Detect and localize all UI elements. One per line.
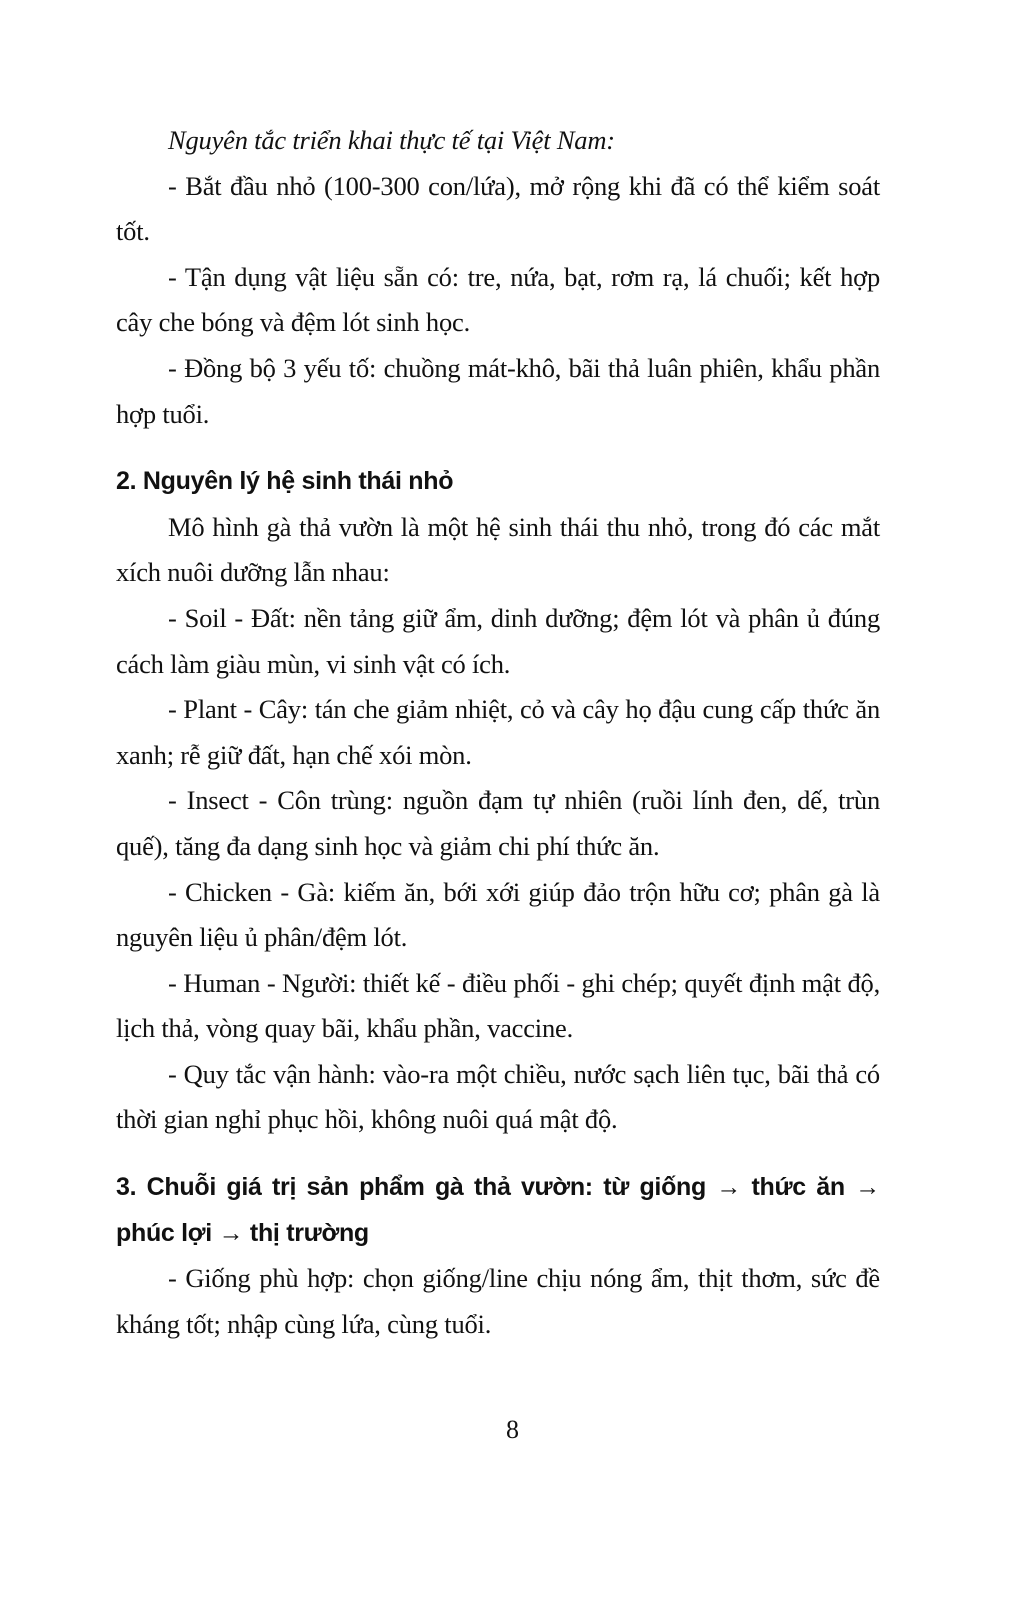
page-body [116,118,880,1347]
page-number: 8 [506,1415,519,1444]
section-heading-value-chain: 3. Chuỗi giá trị sản phẩm gà thả vườn: từ giống → thức ăn → phúc lợi → thị trường [116,1173,880,1247]
subtitle-practical-principles: Nguyên tắc triển khai thực tế tại Việt Nam: [168,125,615,155]
list-item: - Soil - Đất: nền tảng giữ ẩm, dinh dưỡng; đệm lót và phân ủ đúng cách làm giàu mùn, vi sinh vật có ích. [116,602,880,679]
list-item: - Insect - Côn trùng: nguồn đạm tự nhiên (ruồi lính đen, dế, trùn quế), tăng đa dạng sinh học và giảm chi phí thức ăn. [116,785,880,861]
list-item: - Giống phù hợp: chọn giống/line chịu nóng ẩm, thịt thơm, sức đề kháng tốt; nhập cùng lứa, cùng tuổi. [116,1263,880,1339]
list-item: - Tận dụng vật liệu sẵn có: tre, nứa, bạt, rơm rạ, lá chuối; kết hợp cây che bóng và đệm lót sinh học. [116,261,880,338]
section-intro: Mô hình gà thả vườn là một hệ sinh thái thu nhỏ, trong đó các mắt xích nuôi dưỡng lẫn nhau: [116,511,880,588]
list-item: - Plant - Cây: tán che giảm nhiệt, cỏ và cây họ đậu cung cấp thức ăn xanh; rễ giữ đất, hạn chế xói mòn. [116,694,880,770]
list-item: - Quy tắc vận hành: vào-ra một chiều, nước sạch liên tục, bãi thả có thời gian nghỉ phục hồi, không nuôi quá mật độ. [116,1058,880,1135]
list-item: - Đồng bộ 3 yếu tố: chuồng mát-khô, bãi thả luân phiên, khẩu phần hợp tuổi. [116,352,880,429]
list-item: - Chicken - Gà: kiếm ăn, bới xới giúp đảo trộn hữu cơ; phân gà là nguyên liệu ủ phân/đệm lót. [116,876,880,953]
list-item: - Bắt đầu nhỏ (100-300 con/lứa), mở rộng khi đã có thể kiểm soát tốt. [116,170,880,247]
section-heading-ecosystem: 2. Nguyên lý hệ sinh thái nhỏ [116,467,454,496]
list-item: - Human - Người: thiết kế - điều phối - ghi chép; quyết định mật độ, lịch thả, vòng quay bãi, khẩu phần, vaccine. [116,967,880,1044]
